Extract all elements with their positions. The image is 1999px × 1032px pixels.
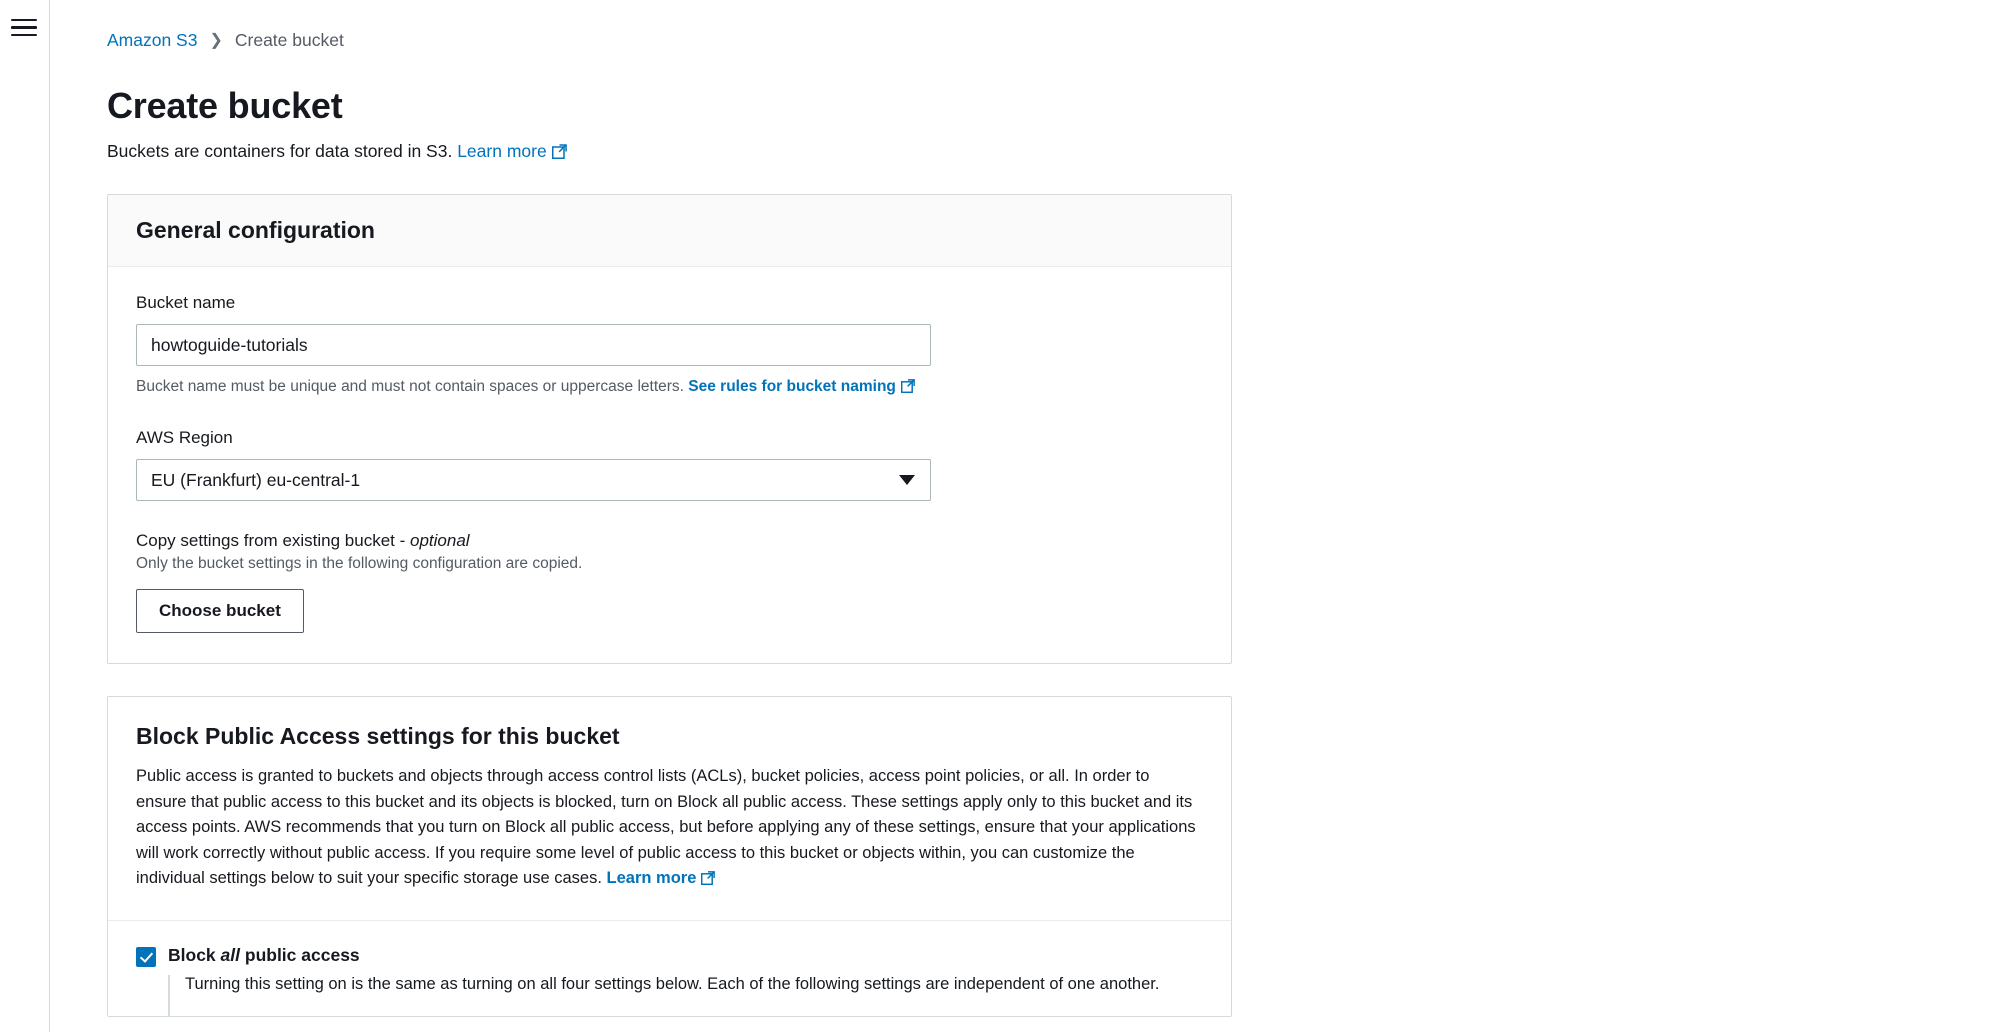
breadcrumb-link-amazon-s3[interactable]: Amazon S3	[107, 30, 198, 50]
external-link-icon	[552, 143, 567, 164]
hamburger-menu-icon[interactable]	[11, 14, 37, 40]
aws-region-field	[136, 428, 1203, 501]
general-configuration-title: General configuration	[136, 217, 375, 244]
block-all-public-access-label	[168, 945, 1159, 966]
page-subtitle	[107, 141, 1999, 164]
block-all-prefix: Block	[168, 944, 216, 965]
breadcrumb-separator-icon: ❯	[209, 31, 223, 49]
learn-more-link[interactable]	[457, 141, 567, 161]
bucket-name-helper-text: Bucket name must be unique and must not contain spaces or uppercase letters.	[136, 378, 684, 396]
block-public-access-learn-more-link[interactable]	[607, 869, 716, 887]
general-configuration-header	[108, 195, 1231, 267]
copy-settings-label	[136, 531, 1203, 551]
learn-more-label: Learn more	[457, 141, 547, 162]
main-content	[50, 0, 1999, 1032]
aws-region-select-wrapper	[136, 459, 931, 501]
block-all-public-access-checkbox[interactable]	[136, 947, 156, 967]
hamburger-bar	[11, 26, 37, 28]
block-public-access-learn-more-label: Learn more	[606, 869, 697, 888]
page-title: Create bucket	[107, 84, 343, 126]
bucket-name-label: Bucket name	[136, 293, 236, 313]
copy-settings-label-text: Copy settings from existing bucket -	[136, 531, 406, 551]
aws-region-selected-value: EU (Frankfurt) eu-central-1	[151, 469, 361, 490]
block-public-access-title: Block Public Access settings for this bucket	[136, 723, 620, 750]
block-all-public-access-text	[168, 945, 1159, 1016]
general-configuration-body	[108, 267, 1231, 663]
aws-region-label: AWS Region	[136, 428, 233, 448]
bucket-naming-rules-label: See rules for bucket naming	[688, 378, 896, 396]
left-navigation-rail	[0, 0, 50, 1032]
breadcrumb-current: Create bucket	[234, 30, 344, 50]
block-all-public-access-row	[136, 921, 1203, 1016]
hamburger-bar	[11, 19, 37, 21]
bucket-naming-rules-link[interactable]	[688, 378, 915, 395]
block-all-suffix: public access	[244, 944, 360, 965]
copy-settings-sub: Only the bucket settings in the following configuration are copied.	[136, 555, 583, 573]
bucket-name-input[interactable]	[136, 324, 931, 366]
external-link-icon	[701, 868, 715, 894]
general-configuration-card	[107, 194, 1232, 664]
page-subtitle-text: Buckets are containers for data stored in S3.	[107, 141, 453, 162]
hamburger-bar	[11, 34, 37, 36]
choose-bucket-button[interactable]: Choose bucket	[136, 589, 304, 633]
copy-settings-field	[136, 531, 1203, 633]
block-public-access-description-text: Public access is granted to buckets and objects through access control lists (ACLs), bucket policies, access point policies, or all. In order to ensure that public access to this bucket and its objects is blocked, turn on Block all public access. These settings apply only to this bucket and its access points. AWS recommends that you turn on Block all public access, but before applying any of these settings, ensure that your applications will work correctly without public access. If you require some level of public access to this bucket or objects within, you can customize the individual settings below to suit your specific storage use cases.	[136, 767, 1196, 888]
external-link-icon	[901, 379, 915, 398]
copy-settings-optional: optional	[410, 531, 470, 551]
bucket-name-helper	[136, 378, 1203, 398]
block-public-access-card	[107, 696, 1232, 1017]
breadcrumb	[50, 0, 1999, 50]
block-public-access-description	[136, 764, 1203, 894]
block-all-public-access-description: Turning this setting on is the same as turning on all four settings below. Each of the following settings are independent of one another.	[168, 975, 1159, 1016]
aws-region-select[interactable]	[136, 459, 931, 501]
block-all-emphasis: all	[220, 944, 240, 965]
